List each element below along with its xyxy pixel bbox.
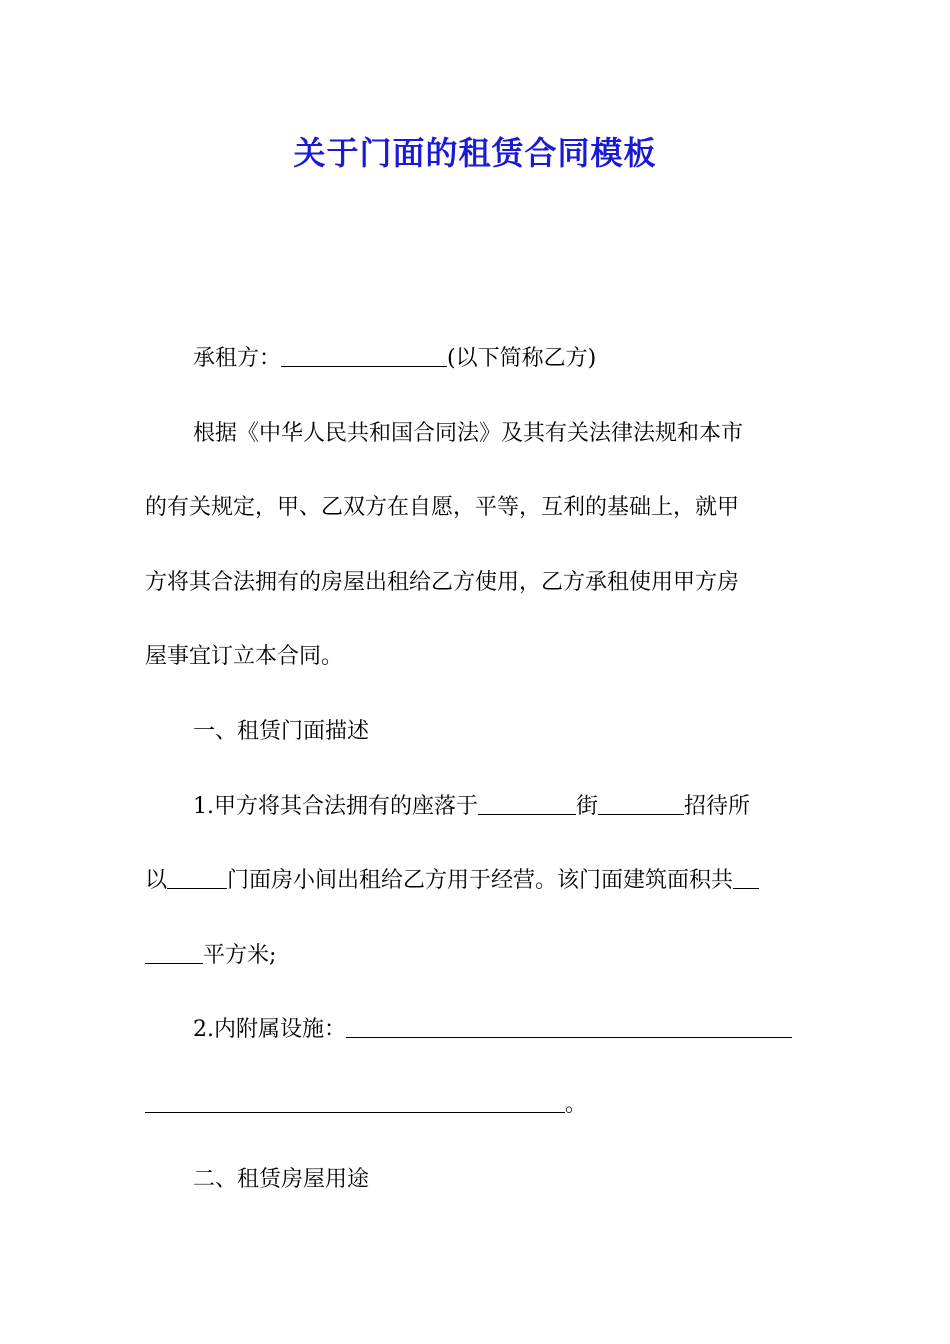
area-blank-end	[145, 941, 203, 964]
item-1-text-c: 招待所	[684, 793, 751, 819]
area-blank-start	[733, 866, 759, 889]
document-body	[145, 322, 810, 1217]
item-2-line-2	[145, 1068, 810, 1143]
item-1-text-e: 门面房小间出租给乙方用于经营。该门面建筑面积共	[227, 868, 734, 894]
street-blank	[478, 792, 576, 815]
lessee-suffix: (以下简称乙方)	[447, 346, 597, 371]
item-1-line-1	[145, 770, 810, 845]
facilities-blank-1	[346, 1015, 792, 1038]
intro-line-3: 方将其合法拥有的房屋出租给乙方使用，乙方承租使用甲方房	[145, 569, 740, 595]
item-2-line-1	[145, 993, 810, 1068]
intro-line-2: 的有关规定，甲、乙双方在自愿，平等，互利的基础上，就甲	[145, 495, 740, 521]
section-heading-2: 二、租赁房屋用途	[193, 1166, 370, 1192]
facilities-blank-2	[145, 1090, 565, 1113]
hotel-blank	[598, 792, 684, 815]
item-2-end: 。	[565, 1091, 588, 1117]
section-heading-1: 一、租赁门面描述	[193, 718, 370, 744]
item-1-text-d: 以	[145, 868, 168, 894]
lessee-blank	[281, 344, 447, 367]
item-1-text-b: 街	[576, 793, 599, 819]
item-1-line-3	[145, 919, 810, 994]
item-1-line-2	[145, 844, 810, 919]
intro-line-1: 根据《中华人民共和国合同法》及其有关法律法规和本市	[193, 420, 744, 446]
lessee-label: 承租方：	[193, 346, 282, 371]
item-1-text-a: 1.甲方将其合法拥有的座落于	[193, 793, 478, 819]
intro-line-4: 屋事宜订立本合同。	[145, 644, 344, 670]
unit-blank	[167, 866, 227, 889]
item-2-label: 2.内附属设施：	[193, 1017, 346, 1043]
document-title: 关于门面的租赁合同模板	[293, 134, 657, 172]
item-1-text-f: 平方米;	[203, 942, 277, 968]
lessee-line	[145, 322, 810, 397]
